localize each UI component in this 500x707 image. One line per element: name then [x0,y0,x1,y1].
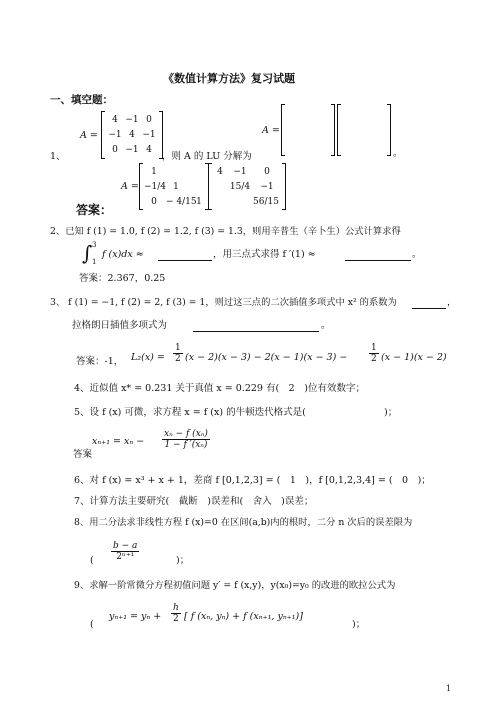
section-heading: 一、填空题： [50,94,113,106]
q1-u-blank-matrix [337,104,391,156]
q5-lhs: xₙ₊₁ = xₙ − [92,436,145,447]
q1-lu-a-eq: A = [262,125,280,136]
q2-blank-2 [345,250,411,261]
matrix-cell: 0 [264,167,270,177]
matrix-cell: −1 [233,167,247,177]
q1-l-matrix [139,163,209,210]
q3-term-2: (x − 1)(x − 2) [381,352,447,363]
matrix-cell: 0 [112,145,118,155]
frac-num: 1 [175,343,181,353]
matrix-cell: 1 [173,182,179,192]
q9-open: ( [90,619,94,630]
matrix-cell: −1 [125,115,139,125]
q5-end: )； [384,407,398,418]
page-title: 《数值计算方法》复习试题 [163,72,295,85]
q3-line1-end: ， [447,297,457,308]
matrix-cell: 1 [151,167,157,177]
frac-num: h [173,603,179,613]
q8-close: )； [176,555,190,566]
frac-den: 2 [175,354,181,364]
q3-term-1: (x − 2)(x − 3) − 2(x − 1)(x − 3) − [185,352,348,363]
frac-num: b − a [113,541,138,551]
q8-statement: 8、用二分法求非线性方程 f (x)=0 在区间(a,b)内的根时，二分 n 次后的误差限为 [74,517,413,528]
matrix-cell: 0 [146,115,152,125]
q1-u-matrix [208,163,286,210]
q3-blank-2 [193,321,319,332]
matrix-cell: 4 [129,130,135,140]
q6-statement: 6、对 f (x) = x³ + x + 1，差商 f [0,1,2,3] = ( 1 )，f [0,1,2,3,4] = ( 0 )； [74,475,431,486]
matrix-cell: 4 [146,145,152,155]
q1-text: ，则 A 的 LU 分解为 [162,151,252,162]
q1-matrix-a [101,111,163,159]
q9-fraction [171,603,181,624]
matrix-cell: −1 [142,130,156,140]
matrix-cell: −1 [260,182,274,192]
q7-statement: 7、计算方法主要研究( 截断 )误差和( 舍入 )误差； [74,496,314,507]
q9-statement: 9、求解一阶常微分方程初值问题 y′ = f (x,y)，y(x₀)=y₀ 的改进的欧拉公式为 [74,580,396,591]
q2-int-upper: 3 [92,241,97,249]
q8-fraction [111,541,139,562]
q9-lhs: yₙ₊₁ = yₙ + [109,611,162,622]
matrix-cell: 4 [217,167,223,177]
q1-ans-a-eq: A = [121,181,139,192]
q2-blank-1 [158,250,212,261]
q5-statement: 5、设 f (x) 可微，求方程 x = f (x) 的牛顿迭代格式是( [74,407,306,418]
matrix-cell: 56/15 [253,197,279,207]
q1-end: 。 [393,148,403,159]
frac-den: 1 − f ′(xₙ) [164,440,208,450]
matrix-cell: − 4/15 [166,197,197,207]
matrix-cell: −1 [125,145,139,155]
q1-a-eq: A = [80,130,98,141]
q2-integral-sign: ∫ [82,241,93,265]
matrix-cell: 1 [196,197,202,207]
frac-den: 2ⁿ⁺¹ [116,552,135,562]
q3-answer-prefix: 答案：-1， [76,356,124,367]
q3-formula-lhs: L₂(x) = [131,352,165,363]
q3-line2: 拉格朗日插值多项式为 [72,320,168,331]
q2-statement: 2、已知 f (1) = 1.0, f (2) = 1.2, f (3) = 1.3，则用辛普生（辛卜生）公式计算求得 [50,226,401,237]
q2-int-body: f (x)dx ≈ [102,249,144,260]
q5-answer-label: 答案 [73,449,93,460]
matrix-cell: 15/4 [229,182,251,192]
q8-open: ( [90,555,94,566]
q2-int-lower: 1 [92,258,97,266]
q3-fraction-1 [173,343,183,364]
q3-statement: 3、 f (1) = −1, f (2) = 2, f (3) = 1，则过这三点的二次插值多项式中 x² 的系数为 [50,297,397,308]
q3-fraction-2 [369,343,379,364]
q5-fraction [162,429,210,450]
frac-den: 2 [371,354,377,364]
q3-blank-1 [412,298,446,309]
q4-statement: 4、近似值 x* = 0.231 关于真值 x = 0.229 有( 2 )位有效数字； [74,383,365,394]
frac-num: 1 [371,343,377,353]
matrix-cell: 4 [112,115,118,125]
frac-den: 2 [173,614,179,624]
q2-answer: 答案：2.367，0.25 [79,273,166,284]
matrix-cell: −1/4 [144,182,167,192]
matrix-cell: −1 [108,130,122,140]
q3-line2-end: 。 [321,320,331,331]
answer-label: 答案： [76,203,113,217]
q9-close: )； [352,619,366,630]
q9-rhs: [ f (xₙ, yₙ) + f (xₙ₊₁, yₙ₊₁)] [184,611,303,622]
matrix-cell: 0 [151,197,157,207]
q2-end: 。 [412,249,422,260]
frac-num: xₙ − f (xₙ) [164,429,208,439]
page-number: 1 [446,684,452,693]
q1-l-blank-matrix [281,104,335,156]
q2-mid: ，用三点式求得 f ′(1) ≈ [213,249,316,260]
q1-number: 1、 [50,151,66,162]
